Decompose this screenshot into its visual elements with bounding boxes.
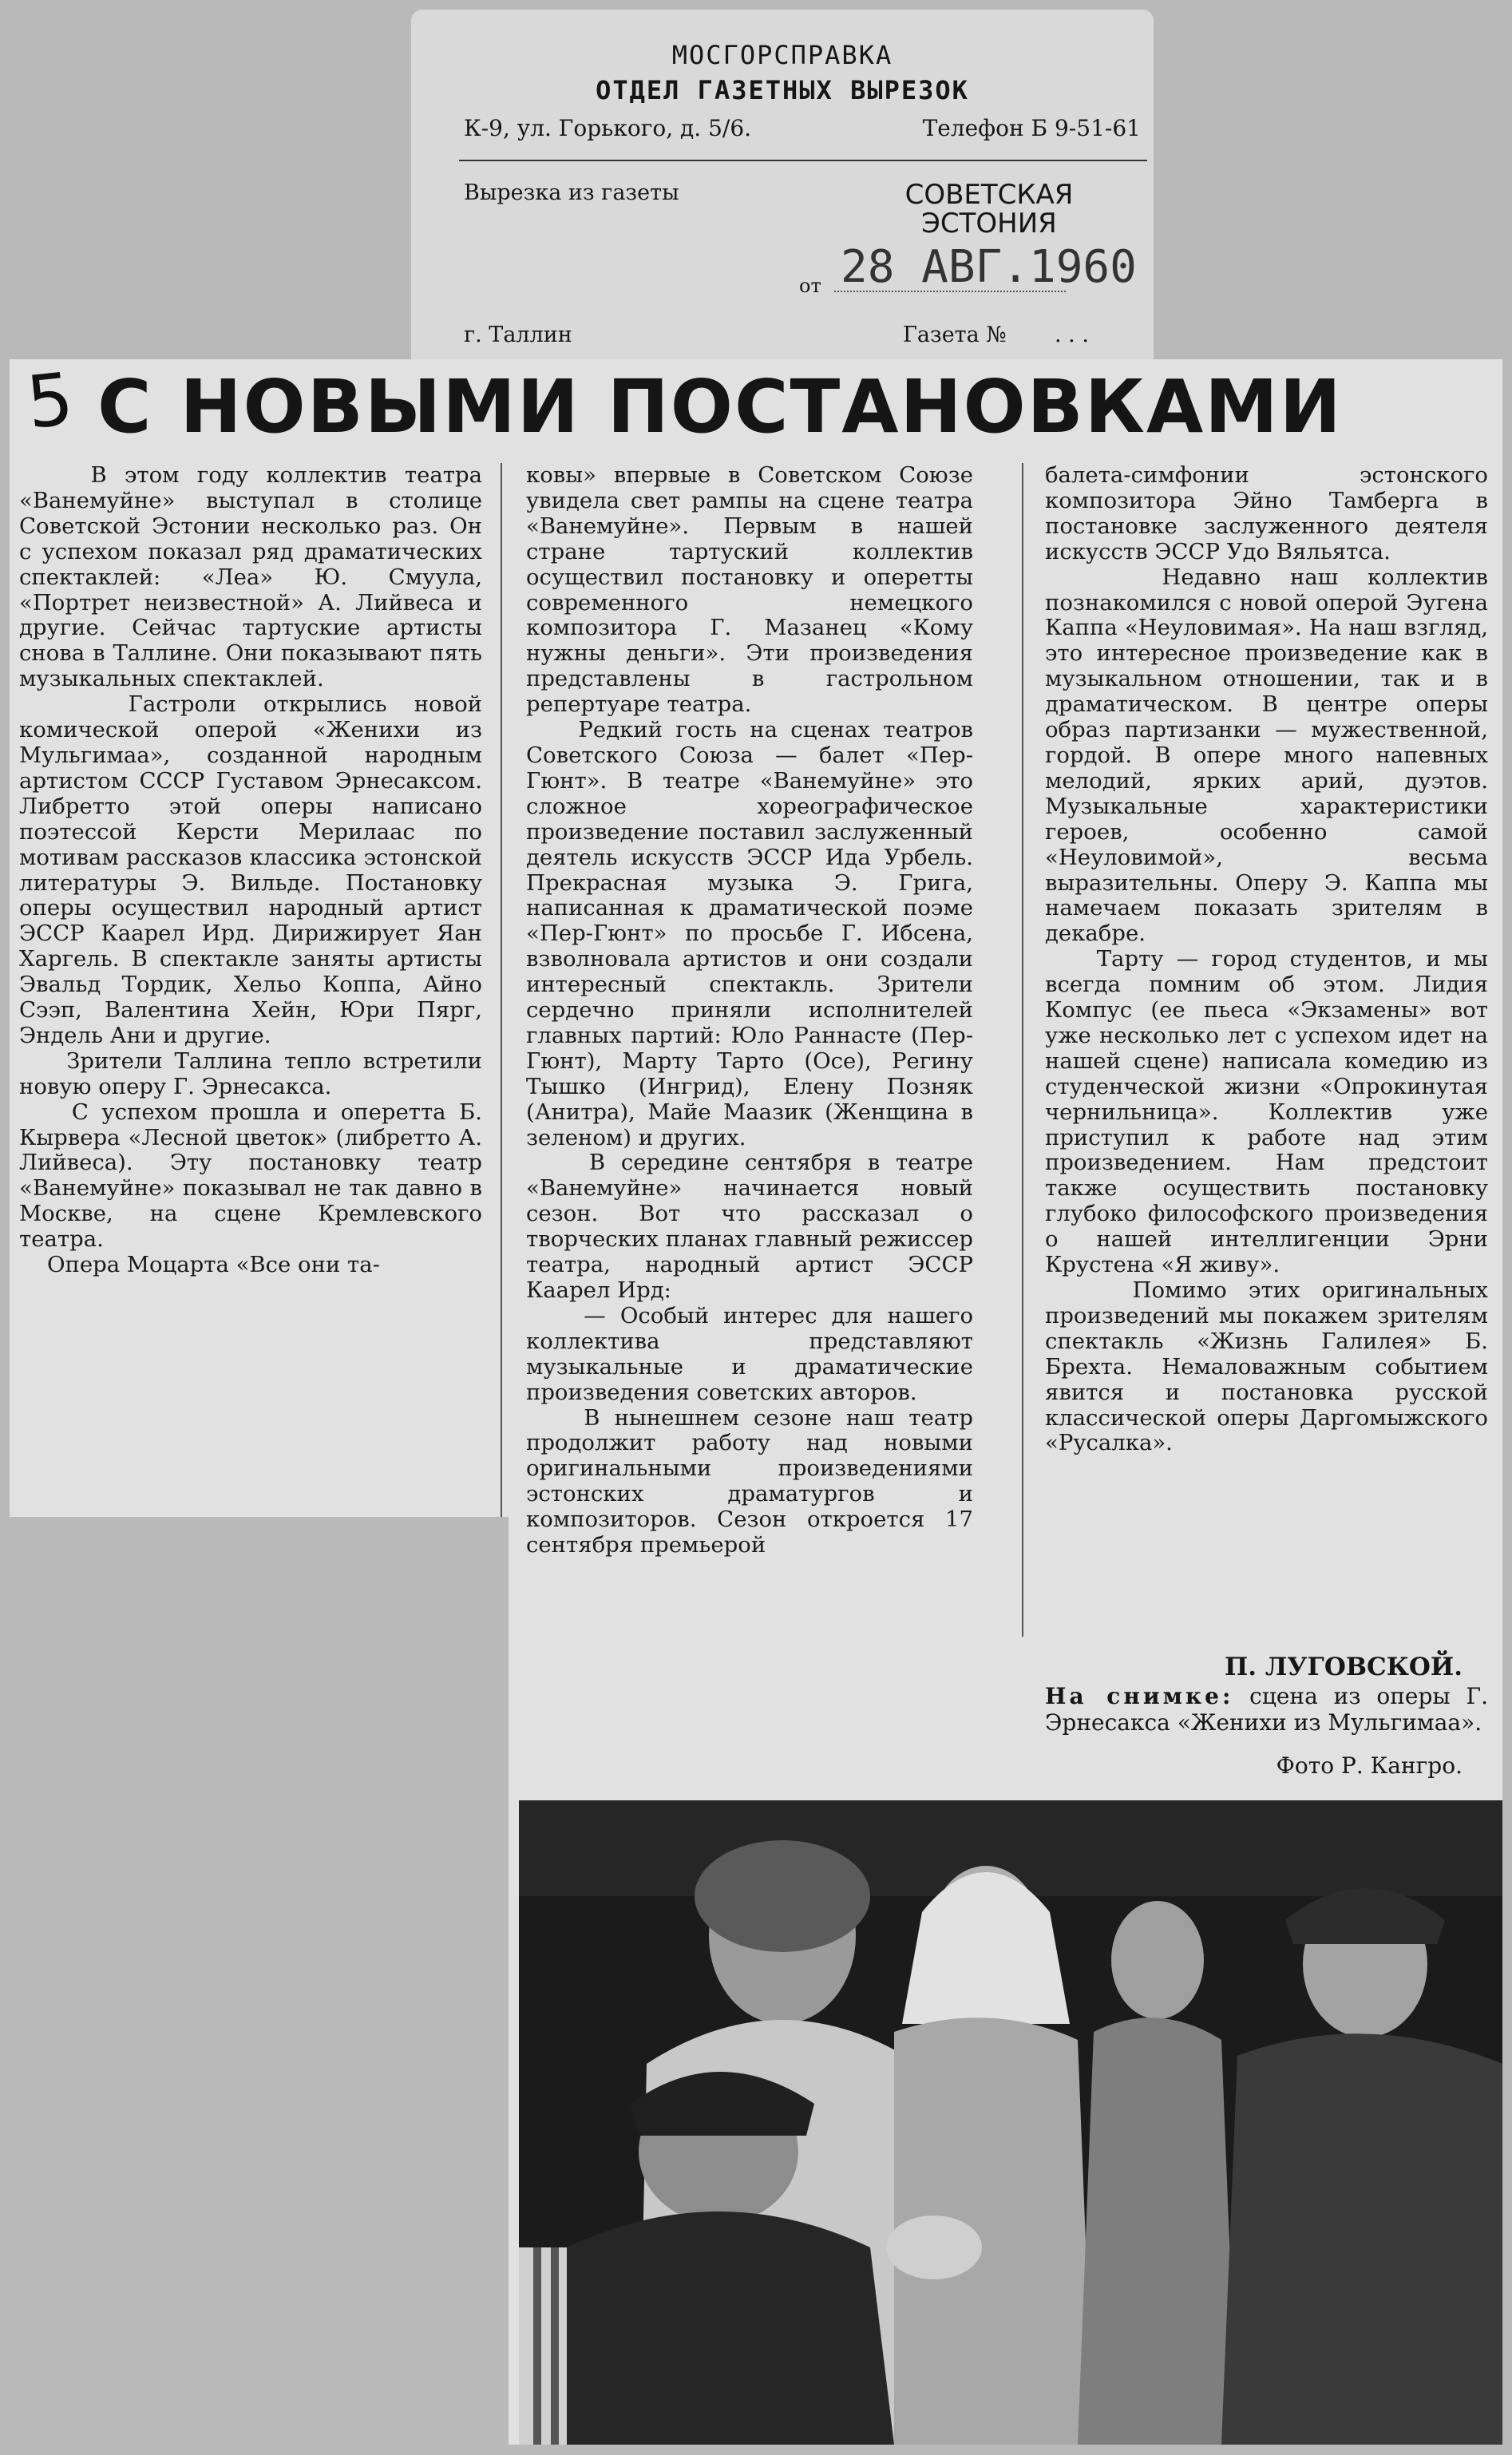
photo-caption — [1045, 1683, 1495, 1736]
photo-credit: Фото Р. Кангро. — [1276, 1752, 1463, 1779]
column-divider — [1022, 463, 1023, 1637]
date-stamp: 28 АВГ.1960 — [841, 241, 1137, 293]
cutting-label: Вырезка из газеты — [464, 180, 679, 205]
date-prefix: от — [799, 275, 821, 297]
column-divider — [501, 463, 502, 1517]
issue-number: . . . — [1055, 323, 1089, 347]
stamp-divider — [459, 160, 1147, 161]
agency-name: МОСГОРСПРАВКА — [671, 40, 893, 70]
issue-label: Газета № — [903, 323, 1007, 347]
author-signature: П. ЛУГОВСКОЙ. — [1225, 1653, 1463, 1681]
caption-text: сцена из оперы Г. Эрнесакса «Женихи из Мульгимаа». — [1045, 1683, 1495, 1736]
city-label: г. Таллин — [464, 323, 572, 347]
article-column-2: ковы» впервые в Советском Союзе увидела свет рампы на сцене театра «Ванемуйне». Первым в нашей стране тартуский коллектив осуществил постановку и оперетты современного немецкого композитора Г. Мазанец «Кому нужны деньги». Эти произведения представлены в гастрольном репертуаре театра. Редкий гость на сценах театров Советского Союза — балет «Пер-Гюнт». В театре «Ванемуйне» это сложное хореографическое произведение поставил заслуженный деятель искусств ЭССР Ида Урбель. Прекрасная музыка Э. Грига, написанная к драматической поэме «Пер-Гюнт» по просьбе Г. Ибсена, взволновала артистов и они создали интересный спектакль. Зрители сердечно приняли исполнителей главных партий: Юло Раннасте (Пер-Гюнт), Марту Тарто (Осе), Регину Тышко (Ингрид), Елену Позняк (Анитра), Майе Маазик (Женщина в зеленом) и других. В середине сентября в театре «Ванемуйне» начинается новый сезон. Вот что рассказал о творческих планах главный режиссер театра, народный артист ЭССР Каарел Ирд: — Особый интерес для нашего коллектива представляют музыкальные и драматические произведения советских авторов. В нынешнем сезоне наш театр продолжит работу над новыми оригинальными произведениями эстонских драматургов и композиторов. Сезон откроется 17 сентября премьерой — [526, 462, 974, 1558]
newspaper-name: СОВЕТСКАЯ ЭСТОНИЯ — [904, 179, 1074, 240]
photo-figures — [519, 1800, 1502, 2445]
opera-scene-photo — [519, 1800, 1502, 2445]
article-headline: С НОВЫМИ ПОСТАНОВКАМИ — [97, 364, 1343, 449]
clipping-cut-area — [10, 1517, 509, 2445]
article-column-1: В этом году коллектив театра «Ванемуйне» выступал в столице Советской Эстонии несколько раз. Он с успехом показал ряд драматических спектаклей: «Леа» Ю. Смуула, «Портрет неизвестной» А. Лийвеса и другие. Сейчас тартуские артисты снова в Таллине. Они показывают пять музыкальных спектаклей. Гастроли открылись новой комической оперой «Женихи из Мульгимаа», созданной народным артистом СССР Густавом Эрнесаксом. Либретто этой оперы написано поэтессой Керсти Мерилаас по мотивам рассказов классика эстонской литературы Э. Вильде. Постановку оперы осуществил народный артист ЭССР Каарел Ирд. Дирижирует Яан Харгель. В спектакле заняты артисты Эвальд Тордик, Хельо Коппа, Айно Сээп, Валентина Хейн, Юри Пярг, Эндель Ани и другие. Зрители Таллина тепло встретили новую оперу Г. Эрнесакса. С успехом прошла и оперетта Б. Кырвера «Лесной цветок» (либретто А. Лийвеса). Эту постановку театр «Ванемуйне» показывал не так давно в Москве, на сцене Кремлевского театра. Опера Моцарта «Все они та- — [19, 462, 483, 1278]
article-column-3: балета-симфонии эстонского композитора Эйно Тамберга в постановке заслуженного деятеля искусств ЭССР Удо Вяльятса. Недавно наш коллектив познакомился с новой оперой Эугена Каппа «Неуловимая». На наш взгляд, это интересное произведение как в музыкальном отношении, так и в драматическом. В центре оперы образ партизанки — мужественной, гордой. В опере много напевных мелодий, ярких арий, дуэтов. Музыкальные характеристики героев, особенно самой «Неуловимой», весьма выразительны. Оперу Э. Каппа мы намечаем показать зрителям в декабре. Тарту — город студентов, и мы всегда помним об этом. Лидия Компус (ее пьеса «Экзамены» вот уже несколько лет с успехом идет на нашей сцене) написала комедию из студенческой жизни «Опрокинутая чернильница». Коллектив уже приступил к работе над этим произведением. Нам предстоит также осуществить постановку глубоко философского произведения о нашей интеллигенции Эрни Крустена «Я живу». Помимо этих оригинальных произведений мы покажем зрителям спектакль «Жизнь Галилея» Б. Брехта. Немаловажным событием явится и постановка русской классической оперы Даргомыжского «Русалка». — [1045, 462, 1489, 1456]
newspaper-clipping — [10, 359, 1502, 2445]
page-number: 5 — [22, 357, 77, 445]
caption-lead: На снимке: — [1045, 1683, 1234, 1709]
clipping-service-stamp — [411, 10, 1154, 361]
department-name: ОТДЕЛ ГАЗЕТНЫХ ВЫРЕЗОК — [596, 75, 969, 105]
agency-address: К-9, ул. Горького, д. 5/6. — [464, 115, 752, 141]
agency-phone: Телефон Б 9-51-61 — [922, 115, 1141, 141]
